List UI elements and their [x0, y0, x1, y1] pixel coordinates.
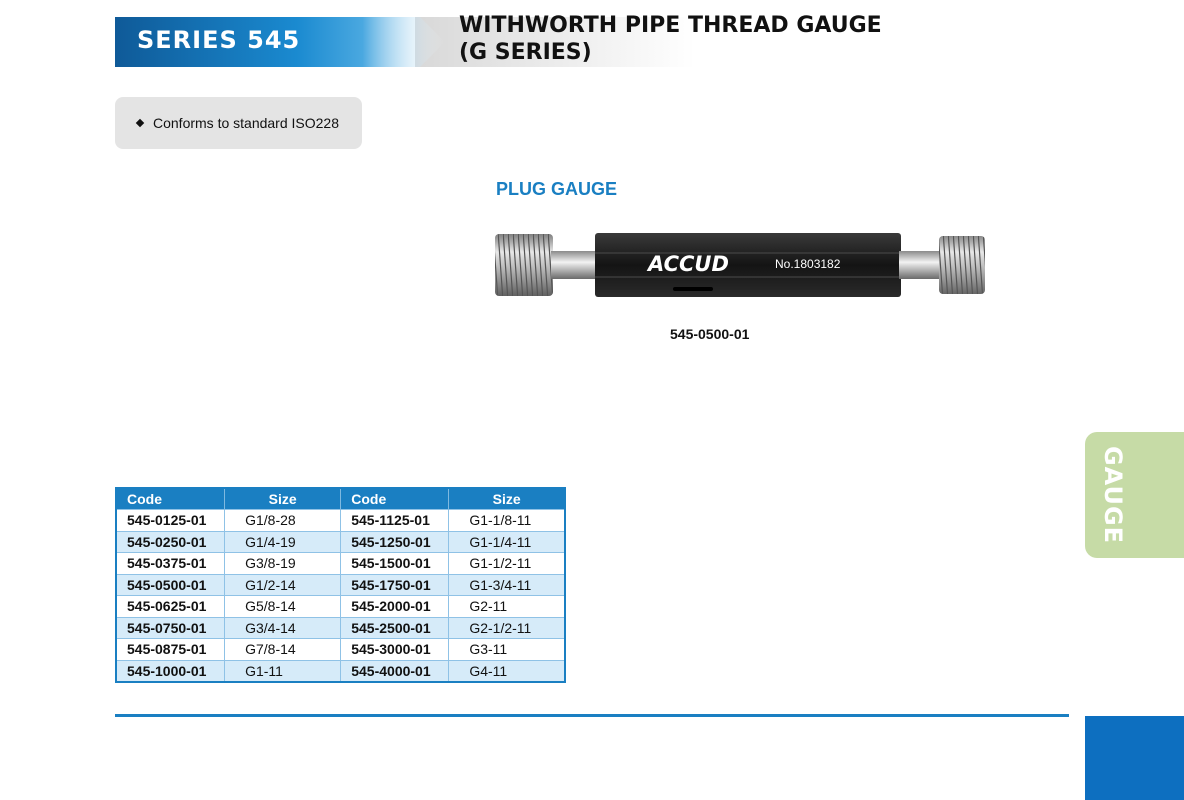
gauge-handle — [595, 233, 901, 297]
series-label: SERIES 545 — [137, 26, 301, 54]
cell-size: G3/8-19 — [225, 553, 341, 575]
cell-code: 545-4000-01 — [341, 660, 449, 682]
cell-size: G1-1/8-11 — [449, 510, 565, 532]
table-header-row — [116, 488, 565, 510]
right-thread — [939, 236, 985, 294]
cell-size: G1-1/4-11 — [449, 531, 565, 553]
cell-size: G1/4-19 — [225, 531, 341, 553]
table-row — [116, 617, 565, 639]
side-tab-label: GAUGE — [1099, 445, 1127, 545]
serial-number: No.1803182 — [775, 257, 841, 271]
spec-table — [115, 487, 566, 683]
cell-code: 545-0125-01 — [116, 510, 225, 532]
left-thread — [495, 234, 553, 296]
cell-code: 545-1750-01 — [341, 574, 449, 596]
table-row — [116, 531, 565, 553]
header-code-2: Code — [341, 488, 449, 510]
cell-size: G1-11 — [225, 660, 341, 682]
feature-item — [137, 115, 339, 131]
footer-divider — [115, 714, 1069, 717]
table-row — [116, 639, 565, 661]
cell-size: G2-11 — [449, 596, 565, 618]
cell-code: 545-0375-01 — [116, 553, 225, 575]
cell-code: 545-3000-01 — [341, 639, 449, 661]
table-row — [116, 596, 565, 618]
footer-corner-block — [1085, 716, 1184, 800]
feature-text: Conforms to standard ISO228 — [153, 115, 339, 131]
title-line-1: WITHWORTH PIPE THREAD GAUGE — [459, 13, 882, 38]
cell-code: 545-0875-01 — [116, 639, 225, 661]
table-row — [116, 660, 565, 682]
cell-size: G3-11 — [449, 639, 565, 661]
cell-code: 545-1125-01 — [341, 510, 449, 532]
cell-size: G4-11 — [449, 660, 565, 682]
header-size-2: Size — [449, 488, 565, 510]
cell-size: G1-3/4-11 — [449, 574, 565, 596]
cell-size: G1-1/2-11 — [449, 553, 565, 575]
product-code: 545-0500-01 — [670, 326, 750, 342]
cell-size: G1/8-28 — [225, 510, 341, 532]
header-code-1: Code — [116, 488, 225, 510]
cell-code: 545-1250-01 — [341, 531, 449, 553]
cell-size: G1/2-14 — [225, 574, 341, 596]
cell-code: 545-0250-01 — [116, 531, 225, 553]
bullet-diamond-icon — [136, 119, 144, 127]
header-size-1: Size — [225, 488, 341, 510]
title-line-2: (G SERIES) — [459, 40, 592, 65]
cell-code: 545-2000-01 — [341, 596, 449, 618]
cell-code: 545-1000-01 — [116, 660, 225, 682]
cell-size: G3/4-14 — [225, 617, 341, 639]
cell-code: 545-2500-01 — [341, 617, 449, 639]
page-title — [459, 12, 882, 66]
cell-code: 545-1500-01 — [341, 553, 449, 575]
cell-size: G5/8-14 — [225, 596, 341, 618]
product-heading: PLUG GAUGE — [496, 179, 618, 199]
cell-size: G2-1/2-11 — [449, 617, 565, 639]
cell-code: 545-0500-01 — [116, 574, 225, 596]
plug-gauge-image — [493, 231, 988, 301]
features-box — [115, 97, 362, 149]
table-row — [116, 510, 565, 532]
table-row — [116, 553, 565, 575]
cell-size: G7/8-14 — [225, 639, 341, 661]
cell-code: 545-0625-01 — [116, 596, 225, 618]
cell-code: 545-0750-01 — [116, 617, 225, 639]
brand-logo: ACCUD — [648, 252, 729, 276]
table-row — [116, 574, 565, 596]
